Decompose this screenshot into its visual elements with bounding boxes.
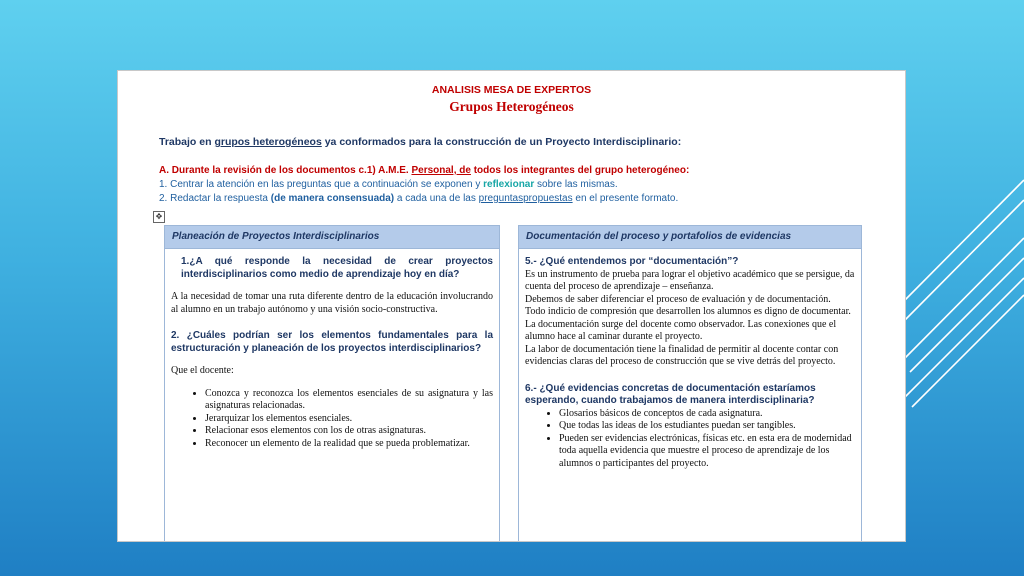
column-header-left: Planeación de Proyectos Interdisciplinarios xyxy=(165,226,499,249)
instruction-1: 1. Centrar la atención en las preguntas que a continuación se exponen y reflexionar sobre las mismas. xyxy=(159,179,618,190)
instructions xyxy=(159,165,689,207)
intro-link: grupos heterogéneos xyxy=(214,136,322,148)
table-move-handle-icon[interactable]: ✥ xyxy=(153,211,165,223)
document-page xyxy=(118,71,905,541)
list-item: • Jerarquizar los elementos esenciales. xyxy=(205,413,493,426)
list-item: • Que todas las ideas de los estudiantes puedan ser tangibles. xyxy=(559,420,855,433)
answer-2-list xyxy=(171,388,493,451)
list-item: • Conozca y reconozca los elementos esenciales de su asignatura y las asignaturas relacionadas. xyxy=(205,388,493,413)
answer-2-intro: Que el docente: xyxy=(171,365,234,376)
list-item: • Relacionar esos elementos con los de otras asignaturas. xyxy=(205,425,493,438)
list-item: • Pueden ser evidencias electrónicas, físicas etc. en esta era de modernidad toda aquella evidencia que muestre el proceso de aprendizaje de los alumnos o participantes del proyecto. xyxy=(559,433,855,471)
doc-title: ANALISIS MESA DE EXPERTOS xyxy=(431,84,592,96)
table-column-right xyxy=(518,225,862,541)
answer-5-line: Es un instrumento de prueba para lograr el objetivo académico que se persigue, da cuenta del proceso de aprendizaje – enseñanza. xyxy=(525,268,855,292)
question-6: 6.- ¿Qué evidencias concretas de documentación estaríamos esperando, cuando trabajamos de manera interdisciplinaria? xyxy=(525,382,816,406)
question-1: 1.¿A qué responde la necesidad de crear proyectos interdisciplinarios como medio de aprendizaje hoy en día? xyxy=(181,256,493,280)
answer-5-line: Debemos de saber diferenciar el proceso de evaluación y de documentación. xyxy=(525,293,831,305)
instruction-a: A. Durante la revisión de los documentos c.1) A.M.E. Personal, de todos los integrantes del grupo heterogéneo: xyxy=(159,165,690,176)
column-header-right: Documentación del proceso y portafolios de evidencias xyxy=(519,226,861,249)
doc-subtitle: Grupos Heterogéneos xyxy=(449,99,574,114)
answer-5-line: La documentación surge del docente como observador. Las conexiones que el alumno hace al caminar durante el proyecto. xyxy=(525,318,837,342)
table-column-left xyxy=(164,225,500,541)
question-2: 2. ¿Cuáles podrían ser los elementos fundamentales para la estructuración y planeación de los proyectos interdisciplinarios? xyxy=(171,330,493,354)
answer-5-line: Todo indicio de compresión que desarrollen los alumnos es digno de documentar. xyxy=(525,306,851,317)
list-item: • Glosarios básicos de conceptos de cada asignatura. xyxy=(559,408,855,421)
list-item: • Reconocer un elemento de la realidad que se pueda problematizar. xyxy=(205,438,493,451)
intro-line: Trabajo en grupos heterogéneos ya conformados para la construcción de un Proyecto Interdisciplinario: xyxy=(159,136,682,148)
answer-1: A la necesidad de tomar una ruta diferente dentro de la educación involucrando al alumno en un trabajo autónomo y una visión socio-constructiva. xyxy=(171,291,493,315)
question-5: 5.- ¿Qué entendemos por “documentación”? xyxy=(525,256,739,267)
answer-5-line: La labor de documentación tiene la finalidad de permitir al docente contar con evidencias claras del proceso de construcción que se vive detrás del proyecto. xyxy=(525,343,839,367)
instruction-2: 2. Redactar la respuesta (de manera consensuada) a cada una de las preguntaspropuestas en el presente formato. xyxy=(159,193,679,204)
answer-6-list xyxy=(525,408,855,471)
